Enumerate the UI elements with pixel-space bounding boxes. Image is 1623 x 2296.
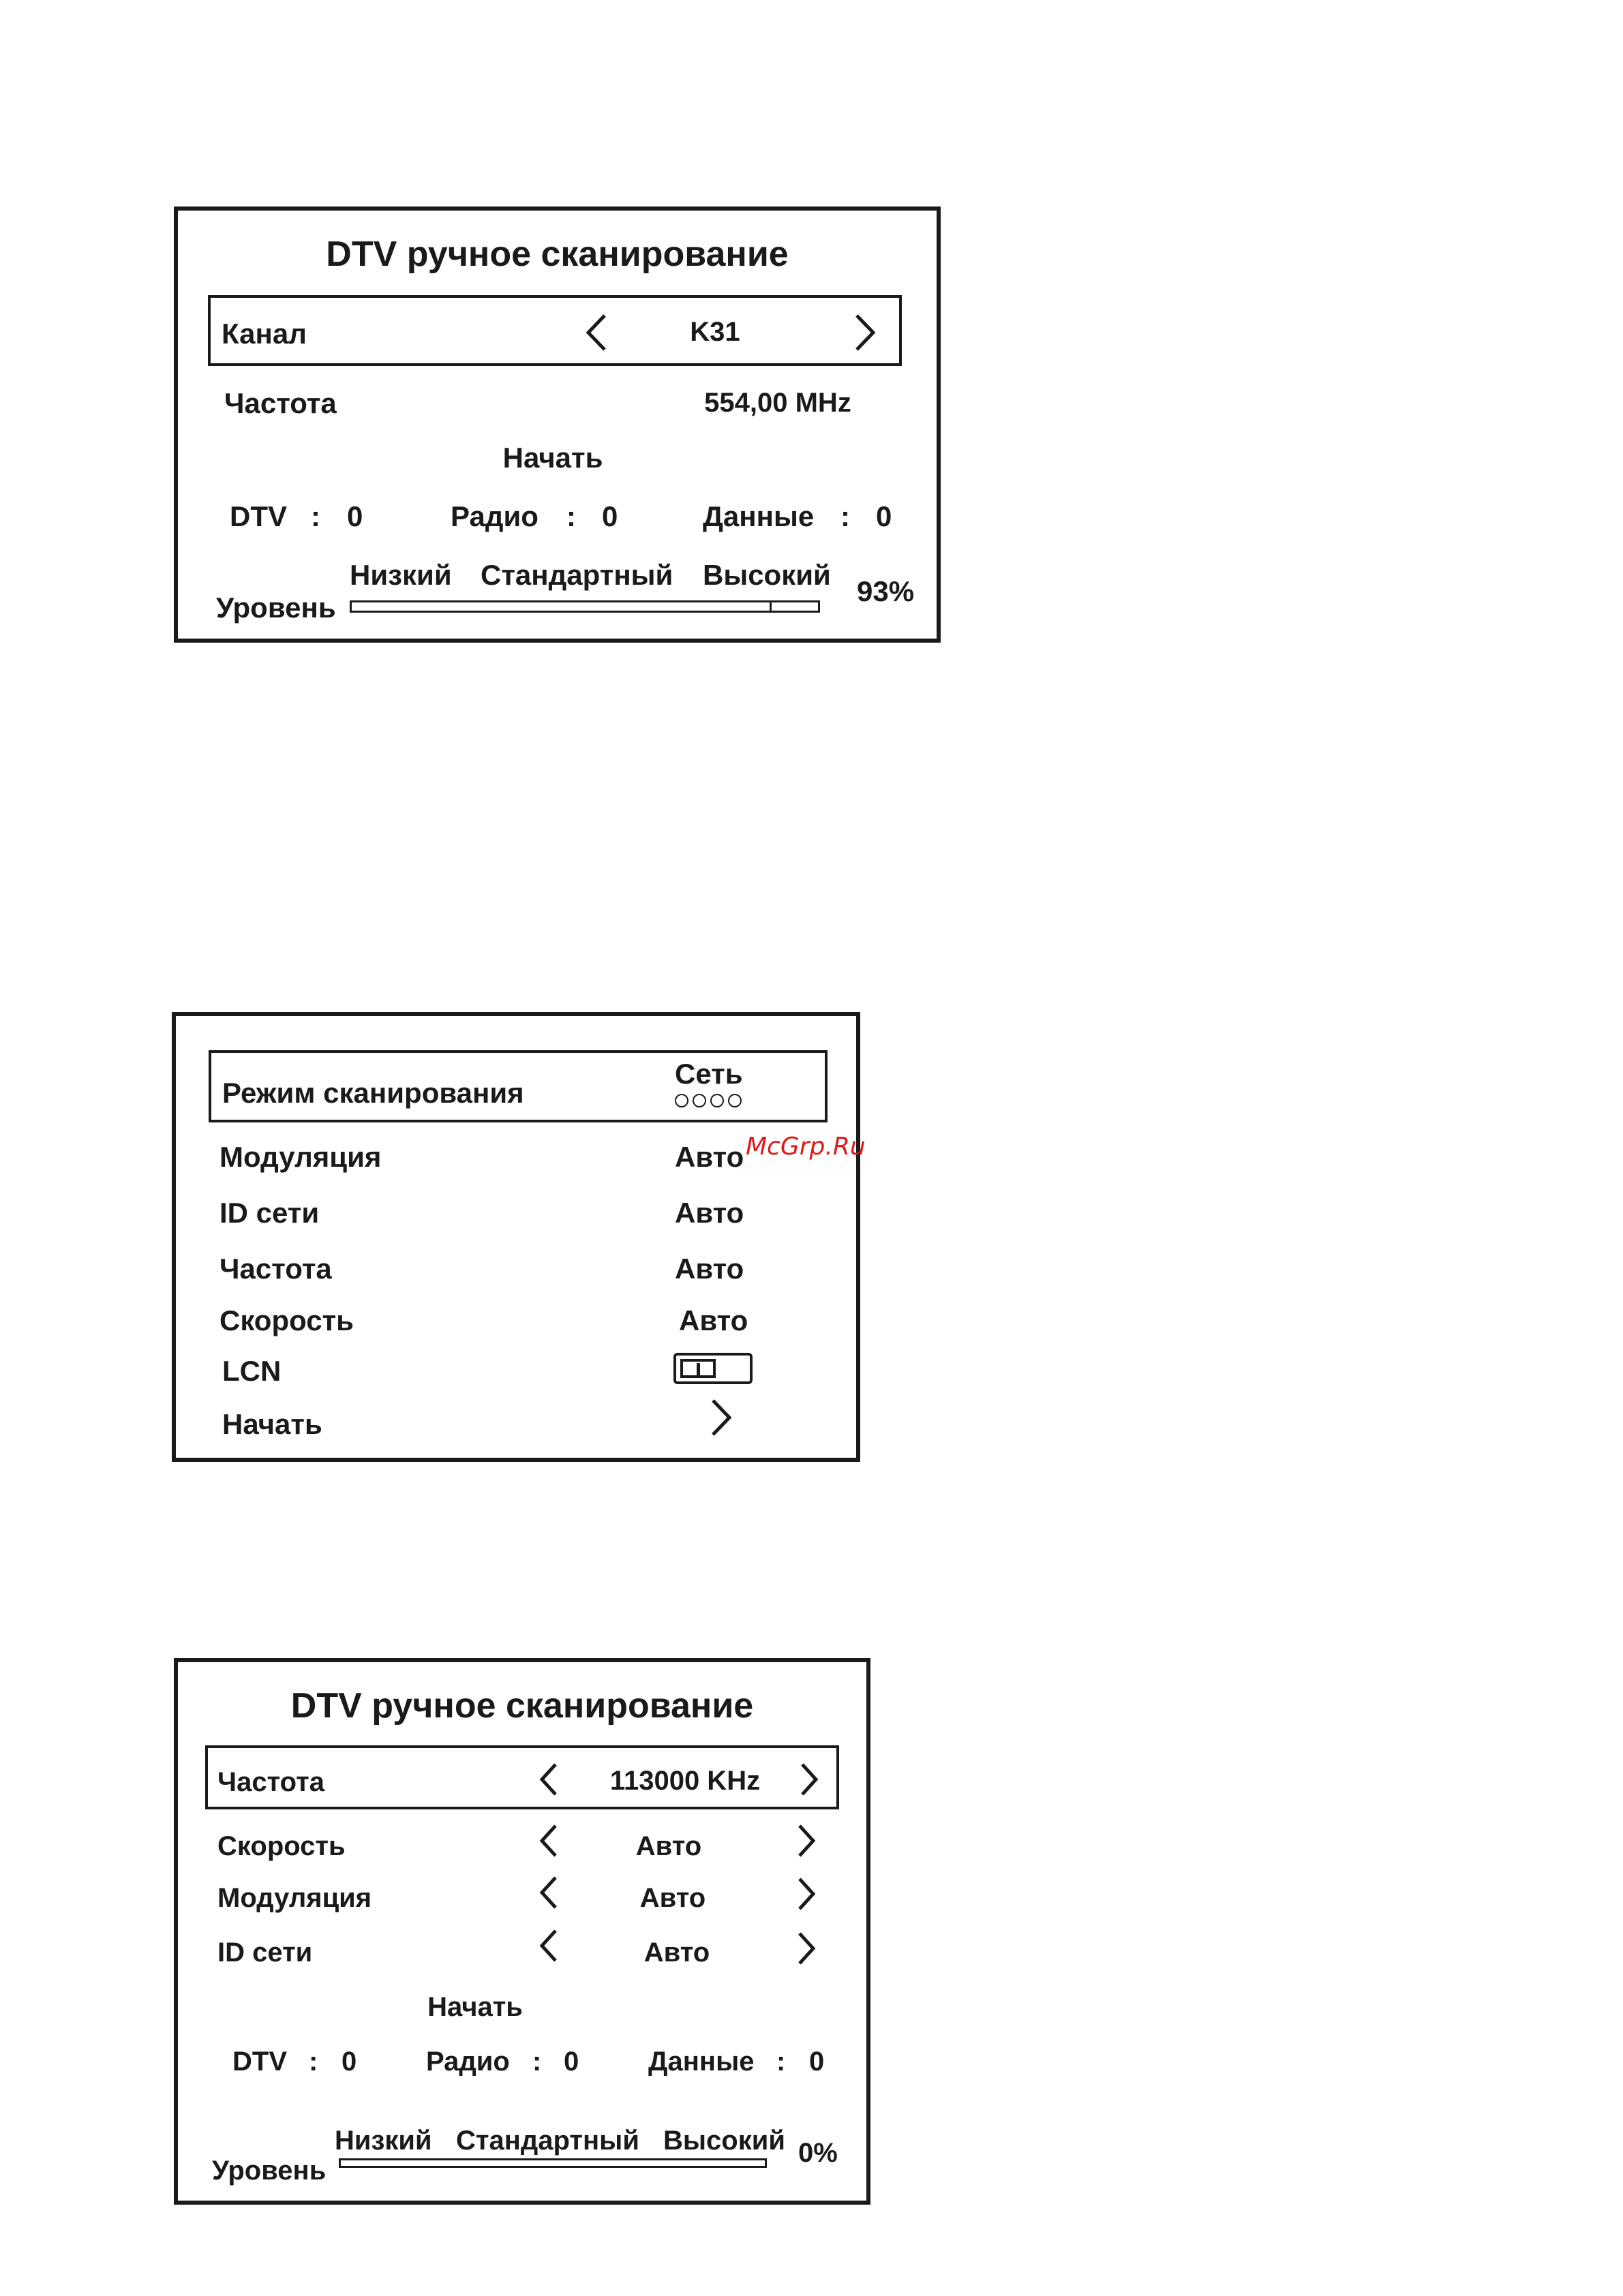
- circle-icon: [728, 1094, 742, 1107]
- chevron-left-icon[interactable]: [584, 313, 609, 352]
- data-count: 0: [876, 500, 892, 532]
- radio-label: Радио: [451, 500, 539, 532]
- manual-scan-panel-1: [174, 206, 941, 643]
- level-percent: 0%: [798, 2138, 838, 2168]
- frequency-row[interactable]: [205, 1745, 839, 1809]
- manual-scan-panel-2: [174, 1658, 870, 2205]
- scan-settings-panel: [172, 1012, 860, 1462]
- dtv-count: 0: [342, 2047, 357, 2077]
- speed-label[interactable]: Скорость: [219, 1304, 354, 1336]
- dtv-separator: :: [309, 2047, 318, 2077]
- chevron-right-icon[interactable]: [709, 1398, 733, 1437]
- radio-label: Радио: [426, 2047, 510, 2077]
- data-count: 0: [809, 2047, 825, 2077]
- data-separator: :: [840, 500, 850, 532]
- scan-mode-label: Режим сканирования: [222, 1077, 524, 1109]
- level-percent: 93%: [857, 575, 915, 607]
- frequency-label: Частота: [224, 387, 337, 419]
- dtv-label: DTV: [232, 2047, 287, 2077]
- level-label: Уровень: [212, 2156, 327, 2186]
- chevron-right-icon[interactable]: [853, 313, 877, 352]
- frequency-value: Авто: [675, 1253, 744, 1285]
- data-separator: :: [776, 2047, 786, 2077]
- start-button[interactable]: Начать: [502, 442, 603, 474]
- level-high-label: Высокий: [663, 2126, 785, 2156]
- level-standard-label: Стандартный: [456, 2126, 639, 2156]
- level-high-label: Высокий: [703, 559, 831, 591]
- dtv-separator: :: [311, 500, 320, 532]
- radio-count: 0: [602, 500, 618, 532]
- data-label: Данные: [648, 2047, 755, 2077]
- radio-count: 0: [564, 2047, 579, 2077]
- network-id-value: Авто: [675, 1197, 744, 1229]
- chevron-right-icon[interactable]: [795, 1823, 817, 1858]
- chevron-left-icon[interactable]: [538, 1762, 560, 1797]
- speed-label: Скорость: [217, 1831, 346, 1861]
- channel-value: K31: [690, 317, 740, 347]
- network-id-label: ID сети: [217, 1938, 313, 1968]
- circle-icon: [675, 1094, 688, 1107]
- scan-mode-indicator: [675, 1094, 742, 1107]
- modulation-value: Авто: [675, 1141, 744, 1173]
- frequency-label[interactable]: Частота: [219, 1253, 332, 1285]
- chevron-left-icon[interactable]: [538, 1823, 560, 1858]
- frequency-label: Частота: [217, 1767, 324, 1797]
- circle-icon: [710, 1094, 724, 1107]
- start-button[interactable]: Начать: [427, 1992, 523, 2022]
- level-low-label: Низкий: [350, 559, 452, 591]
- level-label: Уровень: [216, 592, 336, 624]
- panel-title: DTV ручное сканирование: [290, 1686, 754, 1726]
- toggle-knob: [680, 1359, 716, 1378]
- channel-label: Канал: [222, 318, 307, 350]
- data-label: Данные: [703, 500, 815, 532]
- chevron-right-icon[interactable]: [795, 1876, 817, 1912]
- speed-value: Авто: [635, 1831, 702, 1861]
- panel-title: DTV ручное сканирование: [326, 234, 789, 274]
- network-id-label[interactable]: ID сети: [219, 1197, 320, 1229]
- chevron-right-icon[interactable]: [798, 1762, 820, 1797]
- radio-separator: :: [532, 2047, 542, 2077]
- frequency-value: 554,00 MHz: [704, 388, 851, 418]
- signal-level-bar: [350, 600, 820, 613]
- signal-level-bar: [339, 2158, 767, 2168]
- frequency-value: 113000 KHz: [609, 1766, 761, 1796]
- scan-mode-row[interactable]: [209, 1050, 828, 1122]
- signal-level-fill: [352, 602, 772, 611]
- circle-icon: [693, 1094, 706, 1107]
- dtv-count: 0: [347, 500, 363, 532]
- dtv-label: DTV: [230, 500, 287, 532]
- radio-separator: :: [566, 500, 576, 532]
- modulation-label: Модуляция: [217, 1883, 372, 1913]
- modulation-value: Авто: [639, 1883, 706, 1913]
- level-standard-label: Стандартный: [481, 559, 673, 591]
- chevron-right-icon[interactable]: [795, 1931, 817, 1966]
- lcn-label: LCN: [222, 1355, 282, 1387]
- lcn-toggle[interactable]: [673, 1353, 753, 1384]
- start-label[interactable]: Начать: [222, 1408, 322, 1440]
- speed-value: Авто: [679, 1304, 748, 1336]
- watermark: McGrp.Ru: [746, 1133, 866, 1161]
- network-id-value: Авто: [643, 1938, 710, 1968]
- channel-row[interactable]: [208, 295, 902, 366]
- chevron-left-icon[interactable]: [538, 1928, 560, 1963]
- modulation-label[interactable]: Модуляция: [219, 1141, 382, 1173]
- chevron-left-icon[interactable]: [538, 1875, 560, 1910]
- level-low-label: Низкий: [335, 2126, 432, 2156]
- scan-mode-value: Сеть: [675, 1058, 743, 1090]
